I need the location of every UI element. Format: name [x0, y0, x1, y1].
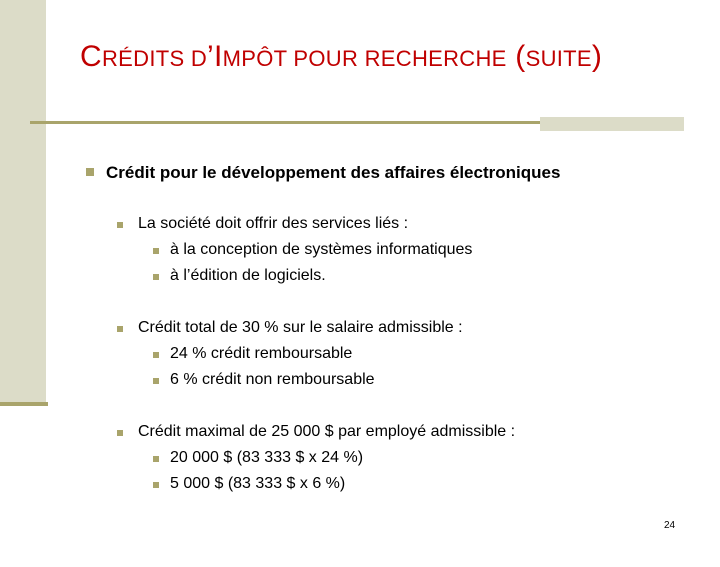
section-1-item-2: à l’édition de logiciels.	[170, 267, 326, 284]
section-1-text: La société doit offrir des services liés :	[138, 215, 409, 232]
section-2-item-2: 6 % crédit non remboursable	[170, 371, 375, 388]
section-2-text: Crédit total de 30 % sur le salaire admissible :	[138, 319, 463, 336]
slide-title: CRÉDITS D’IMPÔT POUR RECHERCHE (SUITE)	[80, 40, 603, 73]
section-3-item-1: 20 000 $ (83 333 $ x 24 %)	[170, 449, 364, 466]
left-bar-accent	[0, 402, 48, 406]
bullet-icon	[117, 222, 123, 228]
title-accent-block	[540, 117, 684, 131]
section-3-text: Crédit maximal de 25 000 $ par employé admissible :	[138, 423, 516, 440]
section-3-item-2: 5 000 $ (83 333 $ x 6 %)	[170, 475, 346, 492]
main-heading: Crédit pour le développement des affaires électroniques	[106, 163, 561, 182]
page-number: 24	[664, 520, 676, 531]
bullet-icon	[153, 274, 159, 280]
bullet-icon	[86, 168, 94, 176]
bullet-icon	[153, 352, 159, 358]
bullet-icon	[153, 482, 159, 488]
section-1-item-1: à la conception de systèmes informatiques	[170, 241, 473, 258]
bullet-icon	[117, 430, 123, 436]
left-decorative-bar	[0, 0, 46, 404]
bullet-icon	[153, 248, 159, 254]
bullet-icon	[117, 326, 123, 332]
bullet-icon	[153, 456, 159, 462]
bullet-icon	[153, 378, 159, 384]
section-2-item-1: 24 % crédit remboursable	[170, 345, 353, 362]
